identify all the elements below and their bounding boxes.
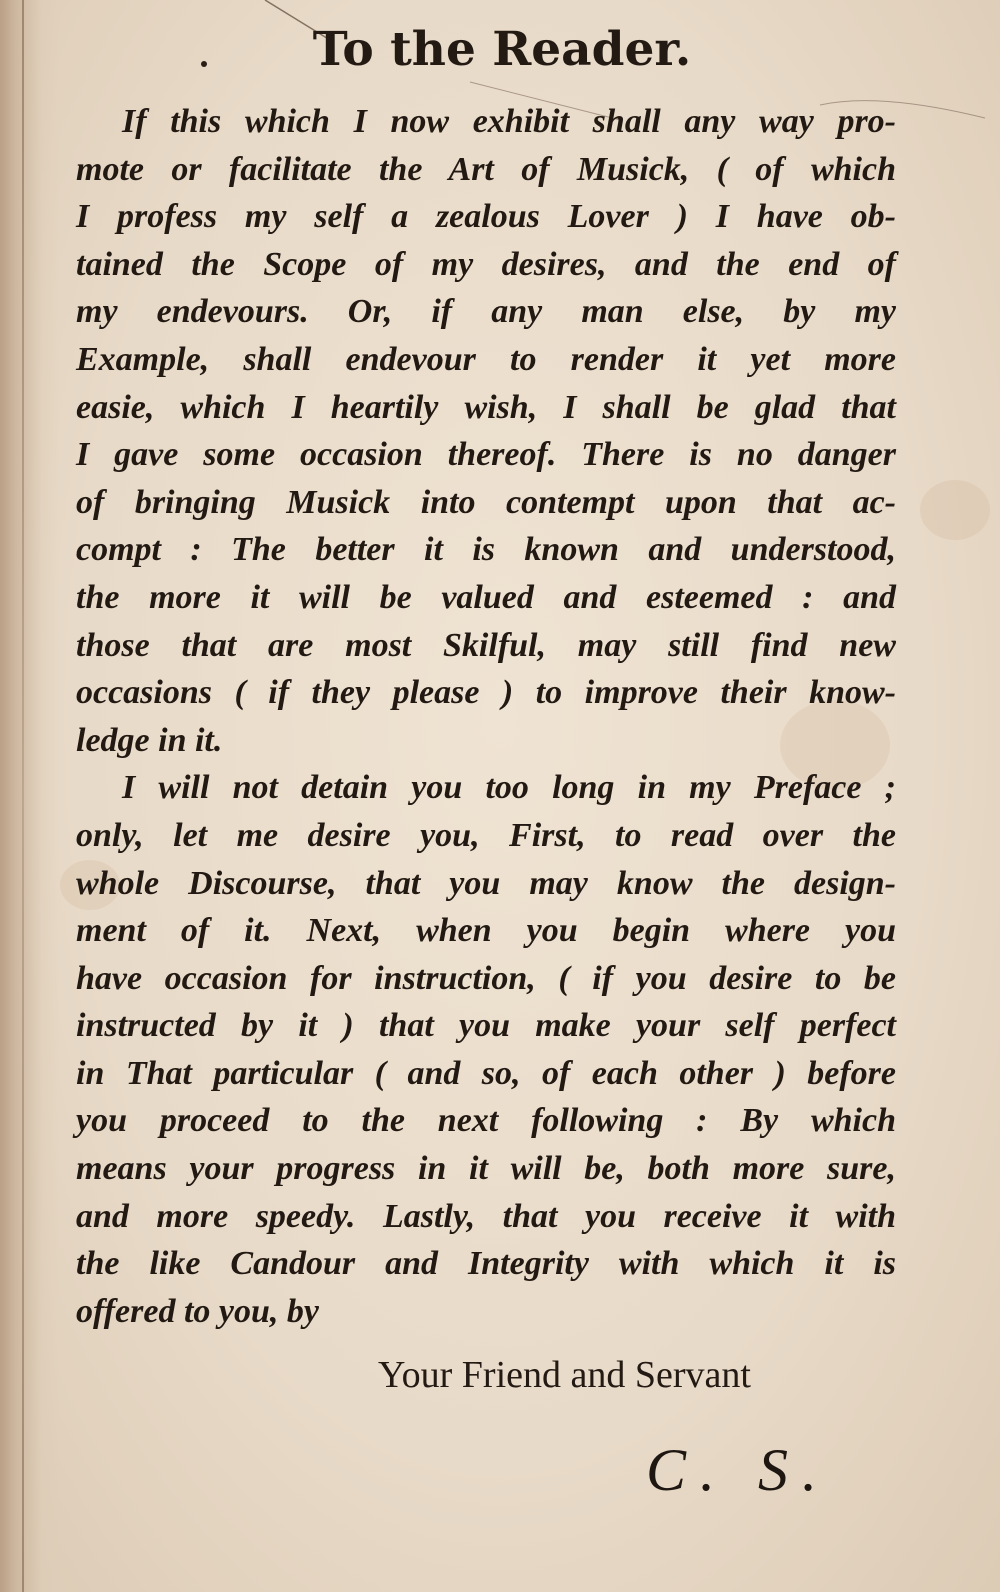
paper-stain <box>920 480 990 540</box>
binding-edge <box>22 0 24 1592</box>
text-line: the more it will be valued and esteemed : and <box>76 578 896 616</box>
text-line: means your progress in it will be, both more sure, <box>76 1150 896 1188</box>
text-line: I profess my self a zealous Lover ) I have ob- <box>76 198 896 236</box>
text-line: have occasion for instruction, ( if you desire to be <box>76 959 896 997</box>
text-line: and more speedy. Lastly, that you receive it with <box>76 1197 896 1235</box>
text-line: occasions ( if they please ) to improve their know- <box>76 674 896 712</box>
page-gutter-shadow <box>0 0 60 1592</box>
text-line: those that are most Skilful, may still find new <box>76 626 896 664</box>
text-line: whole Discourse, that you may know the design- <box>76 864 896 902</box>
text-line: I will not detain you too long in my Preface ; <box>122 769 896 807</box>
author-initials: C. S. <box>646 1437 832 1503</box>
signoff-text: Your Friend and Servant <box>378 1354 751 1396</box>
text-line: If this which I now exhibit shall any way pro- <box>122 103 896 140</box>
text-line: easie, which I heartily wish, I shall be glad that <box>76 388 896 426</box>
text-line: offered to you, by <box>76 1292 319 1330</box>
text-line: mote or facilitate the Art of Musick, ( of which <box>76 150 896 188</box>
text-line: ledge in it. <box>76 721 223 759</box>
text-line: ment of it. Next, when you begin where you <box>76 912 896 950</box>
text-line: compt : The better it is known and understood, <box>76 531 896 569</box>
text-line: Example, shall endevour to render it yet more <box>76 340 896 378</box>
text-line: tained the Scope of my desires, and the end of <box>76 245 896 283</box>
text-line: I gave some occasion thereof. There is no danger <box>76 436 896 474</box>
text-line: of bringing Musick into contempt upon that ac- <box>76 483 896 521</box>
text-line: instructed by it ) that you make your self perfect <box>76 1007 896 1045</box>
text-line: my endevours. Or, if any man else, by my <box>76 293 896 331</box>
preface-text <box>76 98 896 1335</box>
text-line: the like Candour and Integrity with which it is <box>76 1245 896 1283</box>
page-heading: To the Reader. <box>312 22 692 77</box>
text-line: in That particular ( and so, of each other ) before <box>76 1054 896 1092</box>
text-line: only, let me desire you, First, to read over the <box>76 816 896 854</box>
text-line: you proceed to the next following : By which <box>76 1102 896 1140</box>
